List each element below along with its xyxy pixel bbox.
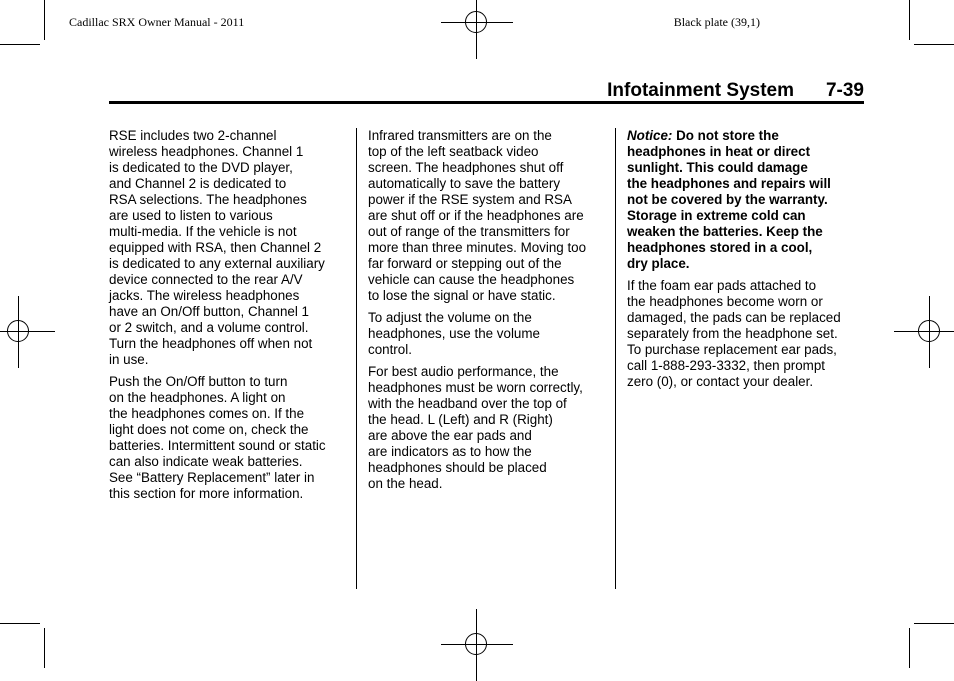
paragraph: Infrared transmitters are on the top of the left seatback video screen. The headphones shut off automatically to save the battery power if the RSE system and RSA are shut off or if the headphones are out of range of the transmitters for more than three minutes. Moving too far forward or stepping out of the vehicle can cause the headphones to lose the signal or have static. [368,128,587,303]
column-1 [109,128,349,508]
column-3 [627,128,867,396]
paragraph: RSE includes two 2-channel wireless headphones. Channel 1 is dedicated to the DVD player, and Channel 2 is dedicated to RSA selections. The headphones are used to listen to various multi-media. If the vehicle is not equipped with RSA, then Channel 2 is dedicated to any external auxiliary device connected to the rear A/V jacks. The wireless headphones have an On/Off button, Channel 1 or 2 switch, and a volume control. Turn the headphones off when not in use. [109,128,325,367]
paragraph: For best audio performance, the headphones must be worn correctly, with the headband over the top of the head. L (Left) and R (Right) are above the ear pads and are indicators as to how the headphones should be placed on the head. [368,364,583,491]
registration-mark [441,0,513,59]
registration-mark [0,296,55,368]
crop-mark [44,0,45,40]
crop-mark [914,44,954,45]
paragraph: To adjust the volume on the headphones, use the volume control. [368,310,540,357]
crop-mark [914,623,954,624]
paragraph: If the foam ear pads attached to the headphones become worn or damaged, the pads can be replaced separately from the headphone set. To purchase replacement ear pads, call 1-888-293-3332, then prompt zero (0), or contact your dealer. [627,278,841,389]
column-2 [368,128,610,498]
registration-mark [441,609,513,681]
notice-text: Do not store the headphones in heat or direct sunlight. This could damage the headphones and repairs will not be covered by the warranty. Storage in extreme cold can weaken the batteries. Keep the headphones stored in a cool, dry place. [627,128,831,271]
notice-paragraph [627,128,867,272]
header-rule [109,101,864,104]
crop-mark [0,44,40,45]
crop-mark [909,628,910,668]
column-separator [356,128,357,589]
page-number: 7-39 [825,80,864,101]
section-title: Infotainment System [607,80,794,101]
crop-mark [909,0,910,40]
slug-right: Black plate (39,1) [673,15,760,29]
registration-mark [894,296,954,368]
paragraph: Push the On/Off button to turn on the headphones. A light on the headphones comes on. If the light does not come on, check the batteries. Intermittent sound or static can also indicate weak batteries. See “Battery Replacement” later in this section for more information. [109,374,326,501]
column-separator [615,128,616,589]
crop-mark [44,628,45,668]
slug-left: Cadillac SRX Owner Manual - 2011 [69,15,245,29]
crop-mark [0,623,40,624]
notice-label: Notice: [627,128,673,143]
